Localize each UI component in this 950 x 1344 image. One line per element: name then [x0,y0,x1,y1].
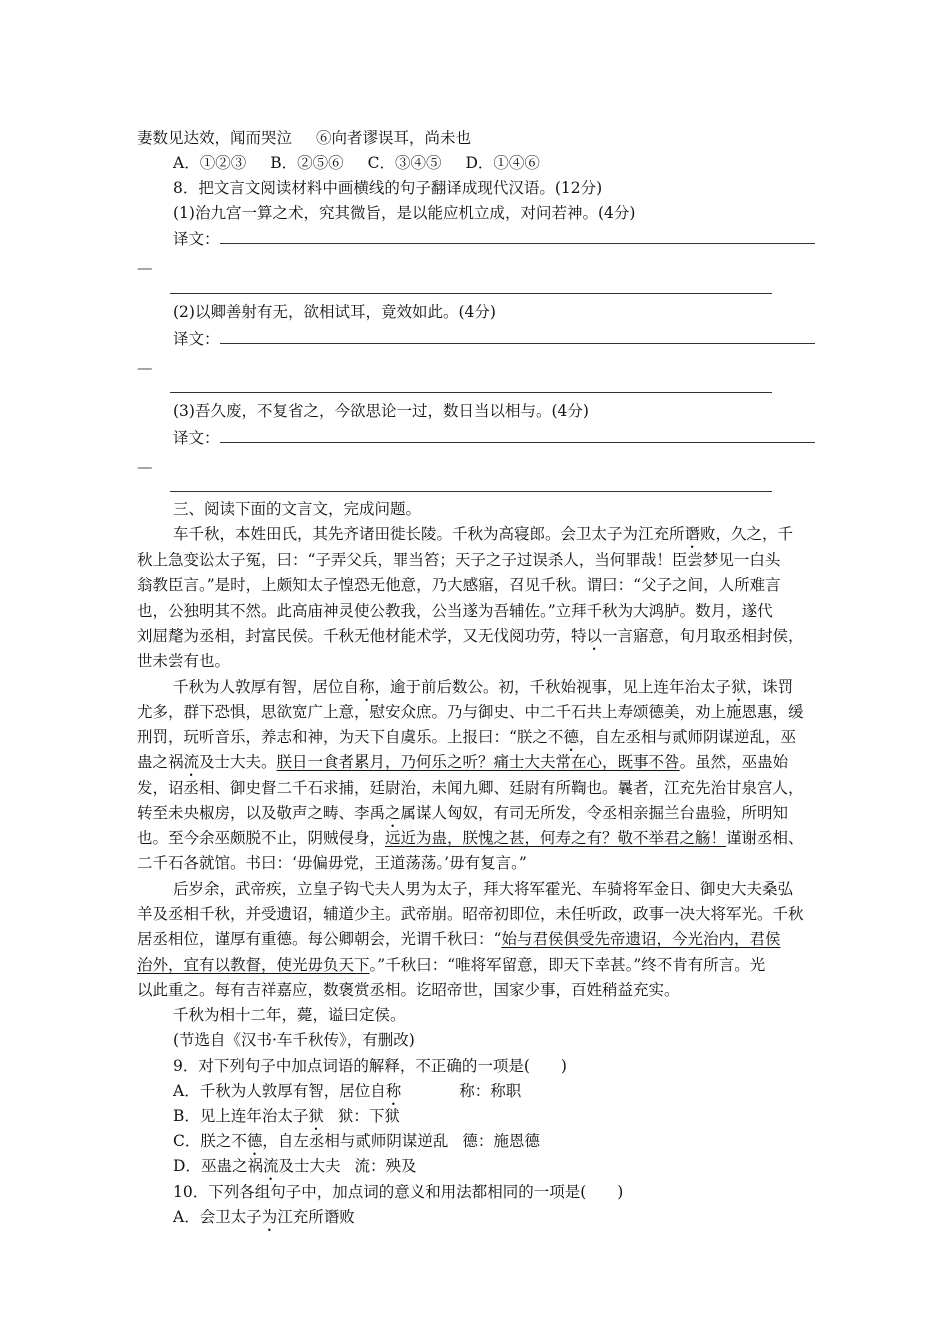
p2-line-1: 千秋为人敦厚有智，居位自称，逾于前后数公。初，千秋始视事，见上连年治太子狱，诛罚 [173,678,794,696]
q8-dash-2: — [137,359,153,377]
q7-option-text-line [137,128,471,148]
q7-choice-a[interactable]: A．①②③ [173,154,247,172]
q9-stem: 9．对下列句子中加点词语的解释，不正确的一项是( ) [173,1057,567,1075]
q8-item-2: (2)以卿善射有无，欲相试耳，竟效如此。(4分) [173,303,496,321]
q10-option-a[interactable]: A．会卫太子为江充所谮败 [173,1208,355,1226]
q9-option-b[interactable]: B．见上连年治太子狱 狱：下狱 [173,1107,400,1125]
q7-text-a: 妻数见达效，闻而哭泣 [137,129,293,147]
dotted-word-yu: 狱 [731,678,747,696]
p1-line-2: 秋上急变讼太子冤，曰：“子弄父兵，罪当笞；天子之子过误杀人，当何罪哉！臣尝梦见一白头 [137,551,781,569]
q8-answer-label-3: 译文： [173,429,220,447]
q9-option-a[interactable]: A．千秋为人敦厚有智，居位自称 称：称职 [173,1082,522,1100]
p2-line-6: 转至未央椒房，以及敬声之畴、李禹之属谋人匈奴，有司无所发，令丞相亲掘兰台蛊验，所明知 [137,804,789,822]
underlined-sentence-3a: 始与君侯俱受先帝遗诏，今光治内，君侯 [501,930,781,948]
p3-line-5: 以此重之。每有吉祥嘉应，数褒赏丞相。讫昭帝世，国家少事，百姓稍益充实。 [137,981,680,999]
p3-line-4: 治外，宜有以教督，使光毋负天下。”千秋曰：“唯将军留意，即天下幸甚。”终不肯有所言。光 [137,956,766,974]
dotted-word-cheng: 称 [359,678,375,696]
dotted-word-zhi: 之 [385,804,401,822]
q8-stem: 8．把文言文阅读材料中画横线的句子翻译成现代汉语。(12分) [173,179,603,197]
p2-line-5: 发，诏丞相、御史督二千石求捕，廷尉治，未闻九卿、廷尉有所鞫也。曩者，江充先治甘泉宫人， [137,779,804,797]
q7-choice-c[interactable]: C．③④⑤ [367,154,442,172]
q9-option-d[interactable]: D．巫蛊之祸流及士大夫 流：殃及 [173,1157,417,1175]
q8-answer-line-3b[interactable] [170,491,772,492]
p2-line-4: 蛊之祸流及士大夫。朕日一食者累月，乃何乐之听？痛士大夫常在心，既事不咎。虽然，巫蛊始 [137,753,789,771]
q8-dash-1: — [137,259,153,277]
p4-line: 千秋为相十二年，薨，谥曰定侯。 [173,1006,406,1024]
dotted-word-yi: 以 [586,627,603,645]
p2-line-3: 刑罚，玩听音乐，养志和神，为天下自虞乐。上报曰：“朕之不德，自左丞相与贰师阴谋逆乱，巫 [137,728,796,746]
q8-item-3: (3)吾久废，不复省之，今欲思论一过，数日当以相与。(4分) [173,402,589,420]
q8-answer-label-2: 译文： [173,330,220,348]
source-citation: (节选自《汉书·车千秋传》，有删改) [173,1031,415,1049]
q8-answer-line-1b[interactable] [170,293,772,294]
p1-line-4: 也，公独明其不然。此高庙神灵使公教我，公当遂为吾辅佐。”立拜千秋为大鸿胪。数月，遂代 [137,602,773,620]
p2-line-2: 尤多，群下恐惧，思欲宽广上意，慰安众庶。乃与御史、中二千石共上寿颂德美，劝上施恩惠，缓 [137,703,804,721]
underlined-sentence-3b: 治外，宜有以教督，使光毋负天下 [137,956,370,974]
q8-answer-label-1: 译文： [173,230,220,248]
q10-stem: 10．下列各组句子中，加点词的意义和用法都相同的一项是( ) [173,1183,624,1201]
underlined-sentence-2: 远近为蛊，朕愧之甚，何寿之有？敬不举君之觞！ [385,829,727,847]
p3-line-3: 居丞相位，谨厚有重德。每公卿朝会，光谓千秋曰：“始与君侯俱受先帝遗诏，今光治内，君侯 [137,930,781,948]
p2-line-8: 二千石各就馆。书曰：‘毋偏毋党，王道荡荡。’毋有复言。” [137,854,527,872]
dotted-word-zen: 谮 [684,525,701,543]
p1-line-3: 翁教臣言。”是时，上颇知太子惶恐无他意，乃大感寤，召见千秋。谓曰：“父子之间，人所难言 [137,576,781,594]
p1-line-6: 世未尝有也。 [137,652,231,670]
q7-choice-b[interactable]: B．②⑤⑥ [270,154,344,172]
q8-item-1: (1)治九宫一算之术，究其微旨，是以能应机立成，对问若神。(4分) [173,204,636,222]
q7-choice-d[interactable]: D．①④⑥ [465,154,540,172]
underlined-sentence-1: 朕日一食者累月，乃何乐之听？痛士大夫常在心，既事不咎 [276,753,680,771]
q8-dash-3: — [137,458,153,476]
p1-line-1: 车千秋，本姓田氏，其先齐诸田徙长陵。千秋为高寝郎。会卫太子为江充所谮败，久之，千 [173,525,794,543]
p3-line-1: 后岁余，武帝疾，立皇子钩弋夫人男为太子，拜大将军霍光、车骑将军金日、御史大夫桑弘 [173,880,794,898]
dotted-word-de: 德 [563,728,579,746]
section3-heading: 三、阅读下面的文言文，完成问题。 [173,500,422,518]
q7-choices [173,153,540,173]
p1-line-5: 刘屈氂为丞相，封富民侯。千秋无他材能术学，又无伐阅功劳，特以一言寤意，旬月取丞相封侯， [137,627,804,645]
q7-text-b: ⑥向者谬误耳，尚未也 [316,129,472,147]
q8-answer-line-2b[interactable] [170,392,772,393]
q8-answer-line-1a[interactable] [220,243,815,244]
dotted-word-liu: 流 [183,753,200,771]
q8-answer-line-2a[interactable] [220,343,815,344]
p3-line-2: 羊及丞相千秋，并受遗诏，辅道少主。武帝崩。昭帝初即位，未任听政，政事一决大将军光。千秋 [137,905,804,923]
q8-answer-line-3a[interactable] [220,442,815,443]
p2-line-7: 也。至今余巫颇脱不止，阴贼侵身，远近为蛊，朕愧之甚，何寿之有？敬不举君之觞！谨谢丞相、 [137,829,804,847]
q9-option-c[interactable]: C．朕之不德，自左丞相与贰师阴谋逆乱 德：施恩德 [173,1132,540,1150]
